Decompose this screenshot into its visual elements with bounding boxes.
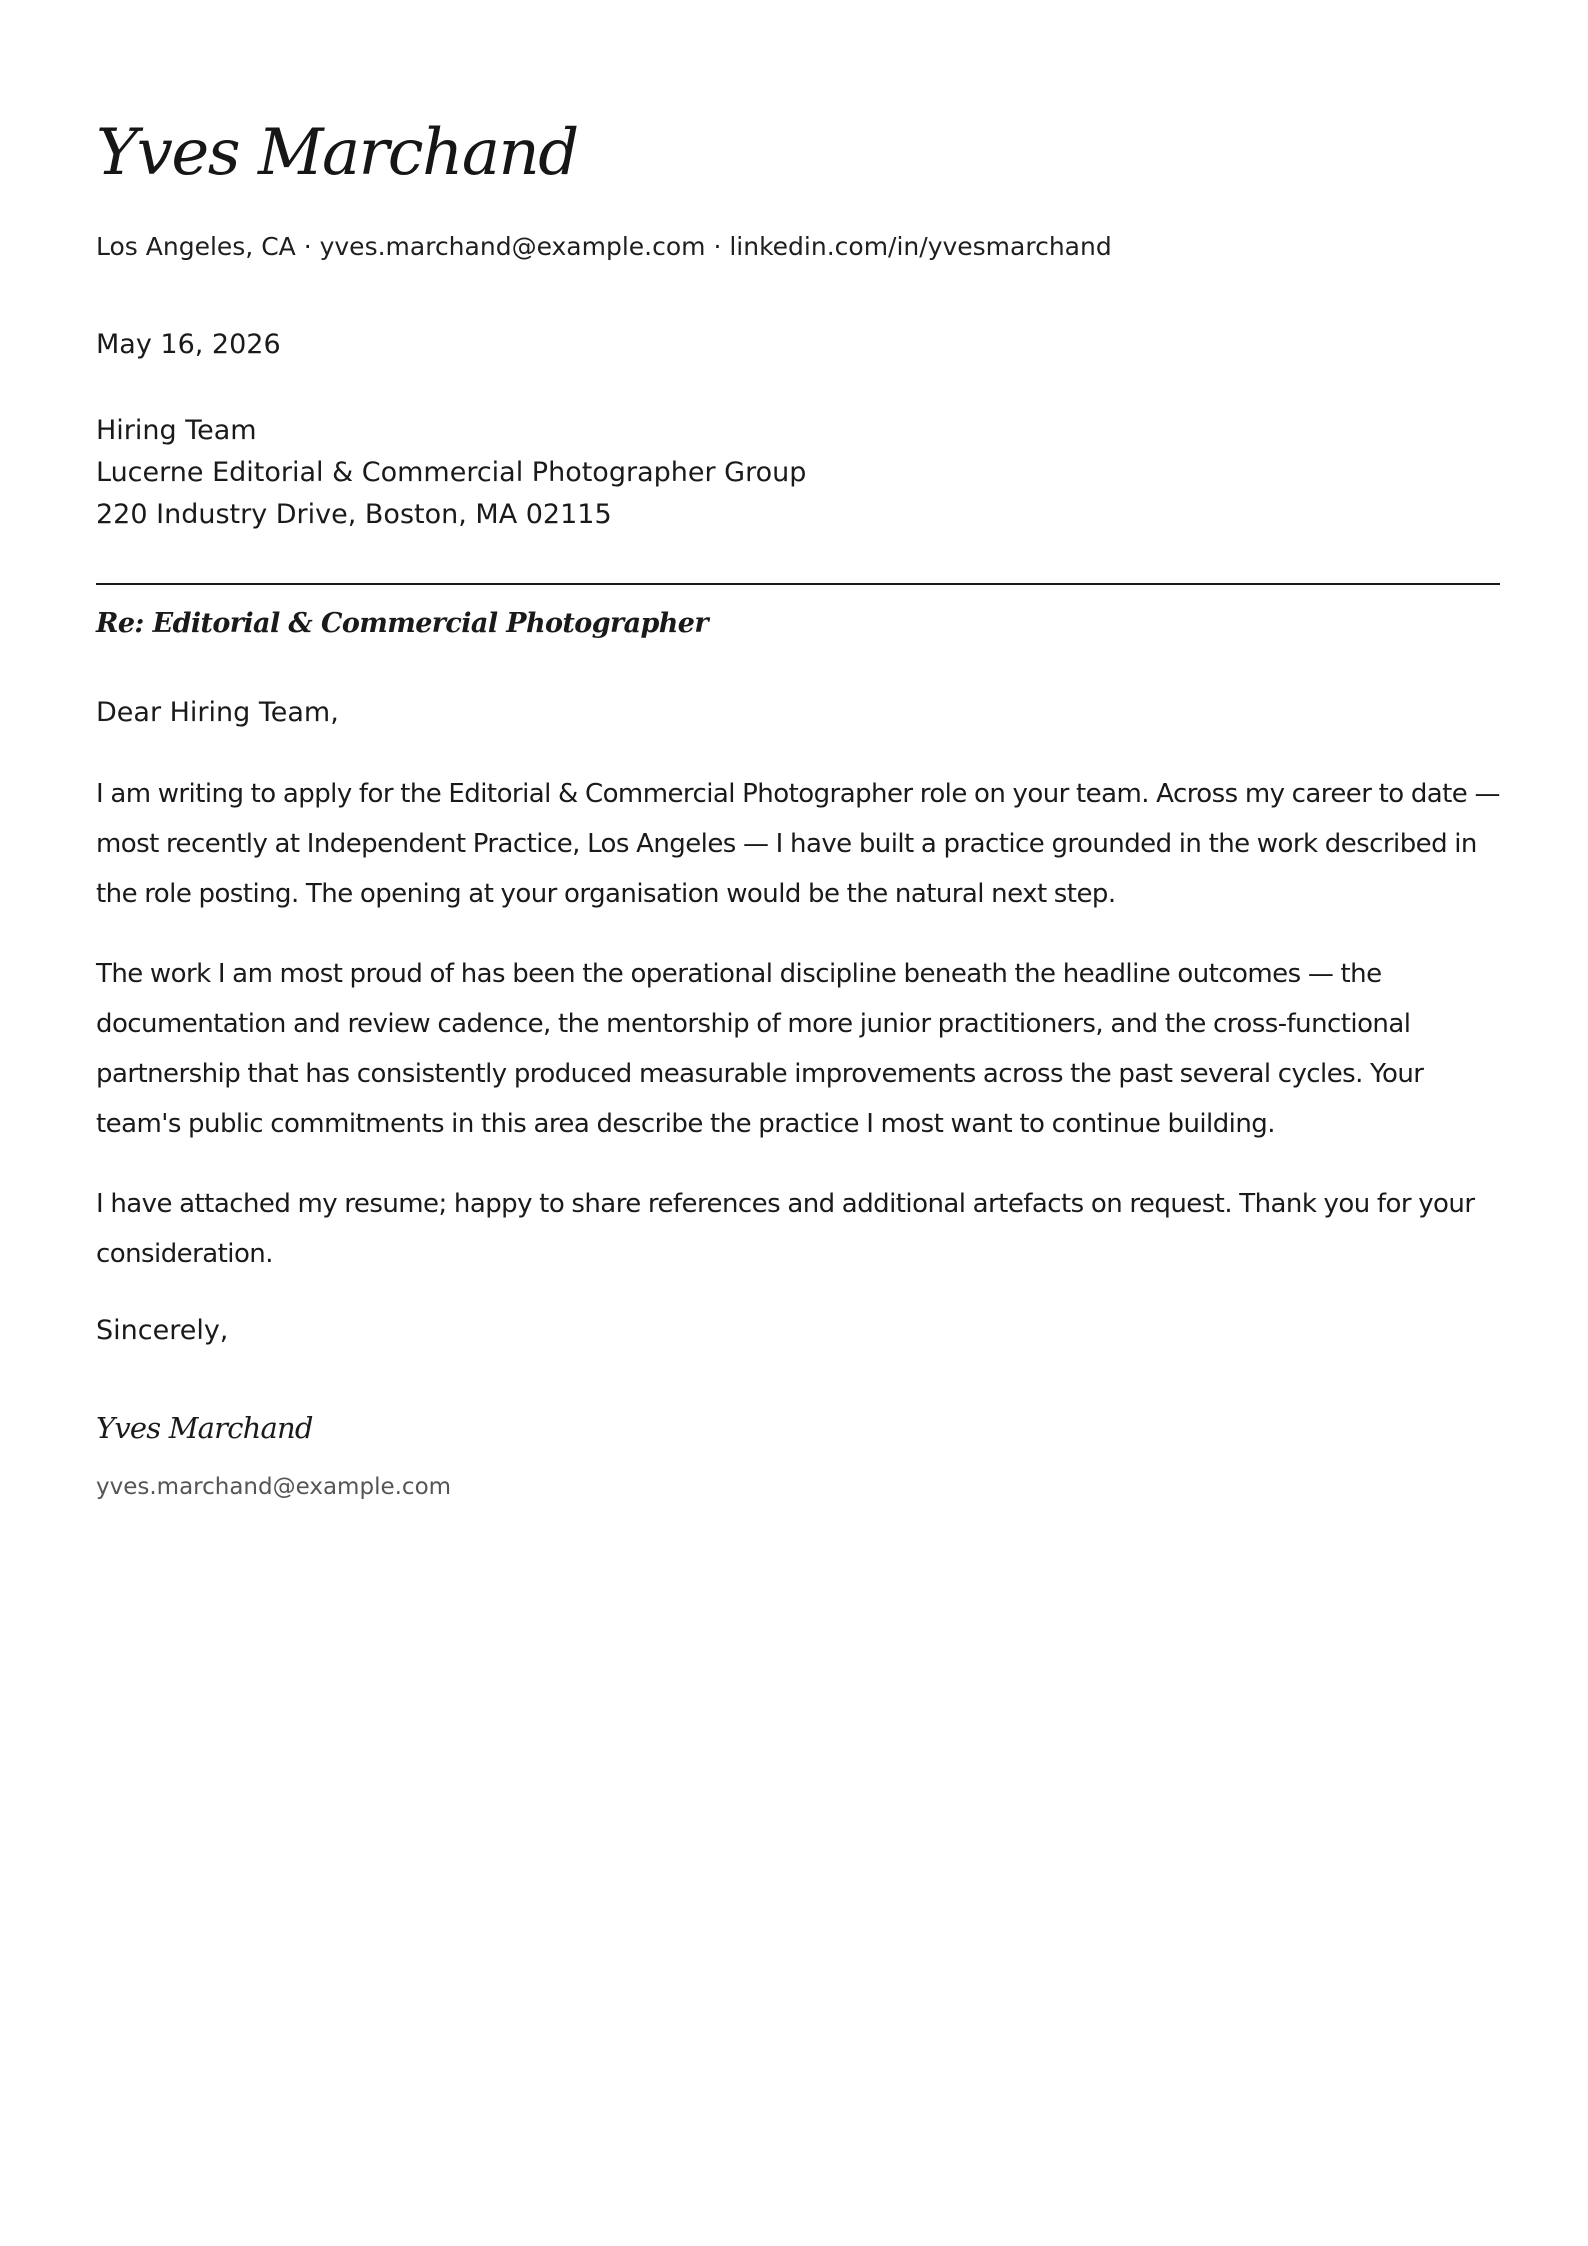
letter-date: May 16, 2026	[96, 329, 281, 360]
recipient-block	[96, 410, 806, 536]
subject-line: Re: Editorial & Commercial Photographer	[96, 608, 709, 639]
signature-name: Yves Marchand	[96, 1411, 313, 1445]
recipient-line: Hiring Team	[96, 415, 257, 446]
closing: Sincerely,	[96, 1315, 229, 1346]
recipient-line: 220 Industry Drive, Boston, MA 02115	[96, 499, 612, 530]
divider	[96, 583, 1500, 585]
signature-email: yves.marchand@example.com	[96, 1474, 452, 1500]
greeting: Dear Hiring Team,	[96, 697, 339, 728]
body-paragraph: The work I am most proud of has been the operational discipline beneath the headline outcomes — the documentation and review cadence, the mentorship of more junior practitioners, and the cross-functional partnership that has consistently produced measurable improvements across the past several cycles. Your team's public commitments in this area describe the practice I most want to continue building.	[96, 959, 1424, 1139]
body-paragraph: I have attached my resume; happy to share references and additional artefacts on request. Thank you for your consideration.	[96, 1189, 1475, 1269]
contact-line: Los Angeles, CA · yves.marchand@example.com · linkedin.com/in/yvesmarchand	[96, 232, 1112, 261]
sender-name: Yves Marchand	[96, 116, 578, 190]
body-paragraph: I am writing to apply for the Editorial & Commercial Photographer role on your team. Across my career to date — most recently at Independent Practice, Los Angeles — I have built a practice grounded in the work described in the role posting. The opening at your organisation would be the natural next step.	[96, 779, 1500, 909]
recipient-line: Lucerne Editorial & Commercial Photographer Group	[96, 457, 807, 488]
